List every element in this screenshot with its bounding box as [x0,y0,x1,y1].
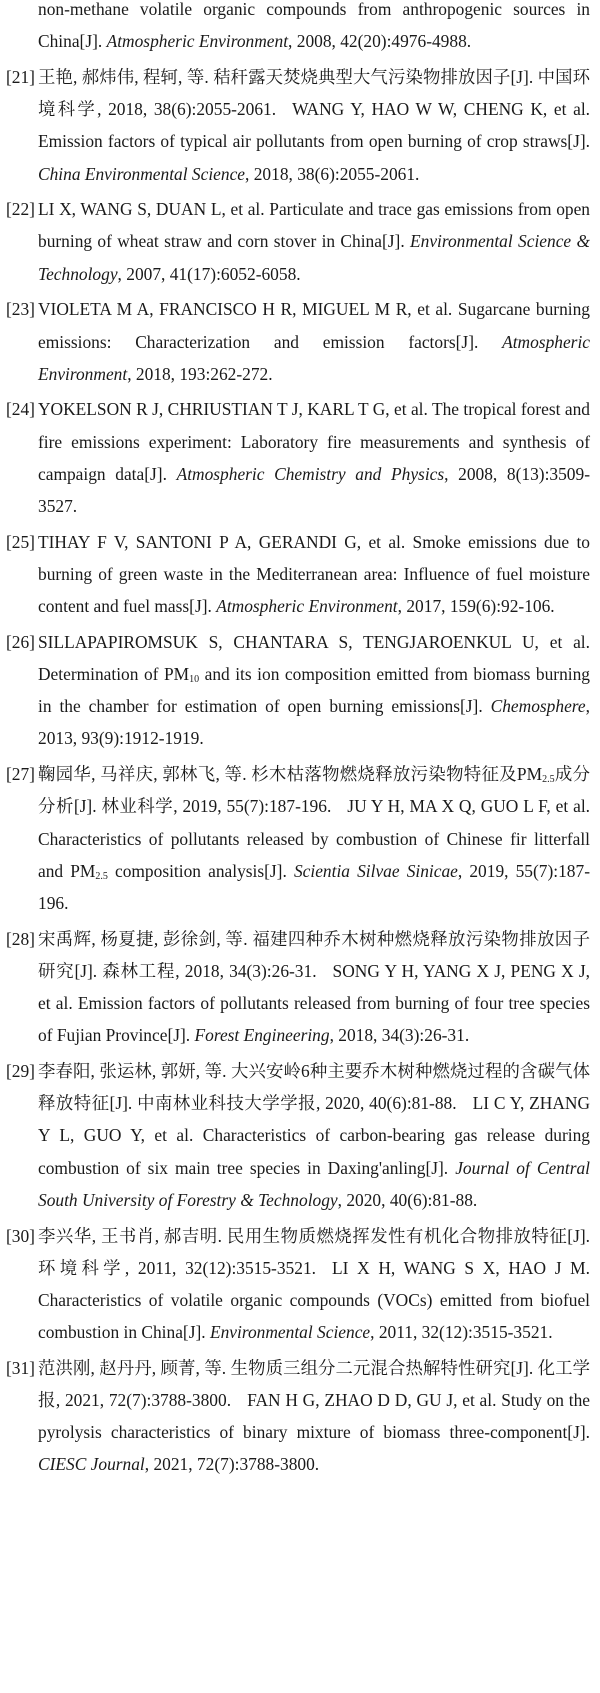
reference-number: [21] [6,66,35,87]
reference-text: 王艳, 郝炜伟, 程轲, 等. 秸秆露天焚烧典型大气污染物排放因子[J]. 中国环境科学, 2018, 38(6):2055-2061. [38,66,590,120]
reference-text: non-methane volatile organic compounds from anthropogenic sources in China[J]. [38,0,590,52]
reference-item [6,0,590,57]
reference-text: and its ion composition emitted from biomass burning in the chamber for estimation of open burning emissions[J]. [38,664,590,717]
reference-text: LI X H, WANG S X, HAO J M. Characteristics of volatile organic compounds (VOCs) emitted from biofuel combustion in China[J]. [38,1257,590,1343]
reference-text: 范洪刚, 赵丹丹, 顾菁, 等. 生物质三组分二元混合热解特性研究[J]. 化工学报, 2021, 72(7):3788-3800. [38,1357,590,1411]
reference-item [6,393,590,522]
reference-text: SONG Y H, YANG X J, PENG X J, et al. Emission factors of pollutants released from burning of four tree species of Fujian Province[J]. [38,960,590,1046]
reference-item [6,193,590,290]
journal-title: CIESC Journal [38,1454,145,1475]
reference-text: 宋禹辉, 杨夏捷, 彭徐剑, 等. 福建四种乔木树种燃烧释放污染物排放因子研究[J]. 森林工程, 2018, 34(3):26-31. [38,928,590,981]
reference-item [6,1055,590,1216]
reference-number: [23] [6,299,35,320]
subscript-text: 2.5 [95,870,108,882]
reference-text: , 2019, 55(7):187-196. [38,860,590,913]
reference-number: [28] [6,928,35,949]
reference-text: , 2018, 193:262-272. [127,363,273,384]
journal-title: Journal of Central South University of Forestry & Technology [38,1157,590,1210]
reference-text: 鞠园华, 马祥庆, 郭林飞, 等. 杉木枯落物燃烧释放污染物特征及PM [38,764,543,785]
reference-item [6,293,590,390]
reference-text: VIOLETA M A, FRANCISCO H R, MIGUEL M R, et al. Sugarcane burning emissions: Characterization and emission factors[J]. [38,299,590,352]
reference-text: YOKELSON R J, CHRIUSTIAN T J, KARL T G, et al. The tropical forest and fire emissions experiment: Laboratory fire measurements and synthesis of campaign data[J]. [38,399,590,484]
reference-item [6,758,590,919]
reference-number: [26] [6,631,35,652]
journal-title: Atmospheric Chemistry and Physics [176,463,445,484]
reference-item [6,61,590,190]
reference-item [6,626,590,755]
reference-text: WANG Y, HAO W W, CHENG K, et al. Emission factors of typical air pollutants from open burning of crop straws[J]. [38,99,591,152]
reference-text: , 2008, 42(20):4976-4988. [288,31,472,52]
reference-text: , 2018, 38(6):2055-2061. [245,163,420,184]
reference-text: , 2017, 159(6):92-106. [397,596,555,617]
reference-text: JU Y H, MA X Q, GUO L F, et al. Characteristics of pollutants released by combustion of Chinese fir litterfall and PM [38,796,590,881]
reference-text: , 2007, 41(17):6052-6058. [117,263,301,284]
subscript-text: 2.5 [542,774,555,786]
journal-title: Atmospheric Environment [106,31,289,52]
reference-text: , 2021, 72(7):3788-3800. [144,1454,320,1475]
reference-text: , 2020, 40(6):81-88. [337,1189,478,1210]
reference-text: , 2018, 34(3):26-31. [329,1025,470,1046]
reference-number: [29] [6,1061,35,1081]
reference-item [6,526,590,623]
journal-title: Atmospheric Environment [38,331,590,384]
reference-item [6,1220,590,1349]
reference-number: [25] [6,531,35,552]
subscript-text: 10 [189,674,200,686]
reference-text: composition analysis[J]. [107,860,294,881]
reference-item [6,923,590,1052]
reference-number: [31] [6,1357,35,1378]
reference-text: TIHAY F V, SANTONI P A, GERANDI G, et al. Smoke emissions due to burning of green waste in the Mediterranean area: Influence of fuel moisture content and fuel mass[J]. [38,531,590,617]
reference-text: 成分分析[J]. 林业科学, 2019, 55(7):187-196. [38,764,590,817]
journal-title: Atmospheric Environment [216,596,398,617]
reference-text: , 2008, 8(13):3509-3527. [38,463,590,517]
reference-text: SILLAPAPIROMSUK S, CHANTARA S, TENGJAROENKUL U, et al. Determination of PM [38,631,590,685]
reference-text: , 2011, 32(12):3515-3521. [370,1322,553,1343]
reference-text: FAN H G, ZHAO D D, GU J, et al. Study on the pyrolysis characteristics of binary mixture of biomass three-component[J]. [38,1390,591,1443]
reference-number: [22] [6,199,35,220]
journal-title: Environmental Science & Technology [38,231,590,284]
reference-item [6,1352,590,1481]
reference-text: 李春阳, 张运林, 郭妍, 等. 大兴安岭6种主要乔木树种燃烧过程的含碳气体释放特征[J]. 中南林业科技大学学报, 2020, 40(6):81-88. [38,1061,590,1114]
reference-text: , 2013, 93(9):1912-1919. [38,696,590,749]
reference-number: [24] [6,399,35,420]
journal-title: China Environmental Science [38,163,246,184]
reference-list [6,0,590,1481]
journal-title: Forest Engineering [194,1025,330,1046]
reference-number: [27] [6,764,35,785]
journal-title: Scientia Silvae Sinicae [293,860,458,881]
journal-title: Chemosphere [490,696,586,717]
reference-text: LI C Y, ZHANG Y L, GUO Y, et al. Characteristics of carbon-bearing gas release during combustion of six main tree species in Daxing'anling[J]. [38,1093,591,1178]
reference-text: 李兴华, 王书肖, 郝吉明. 民用生物质燃烧挥发性有机化合物排放特征[J]. 环境科学, 2011, 32(12):3515-3521. [38,1225,590,1278]
journal-title: Environmental Science [209,1322,371,1343]
reference-number: [30] [6,1225,35,1246]
reference-text: LI X, WANG S, DUAN L, et al. Particulate and trace gas emissions from open burning of wheat straw and corn stover in China[J]. [38,199,590,252]
